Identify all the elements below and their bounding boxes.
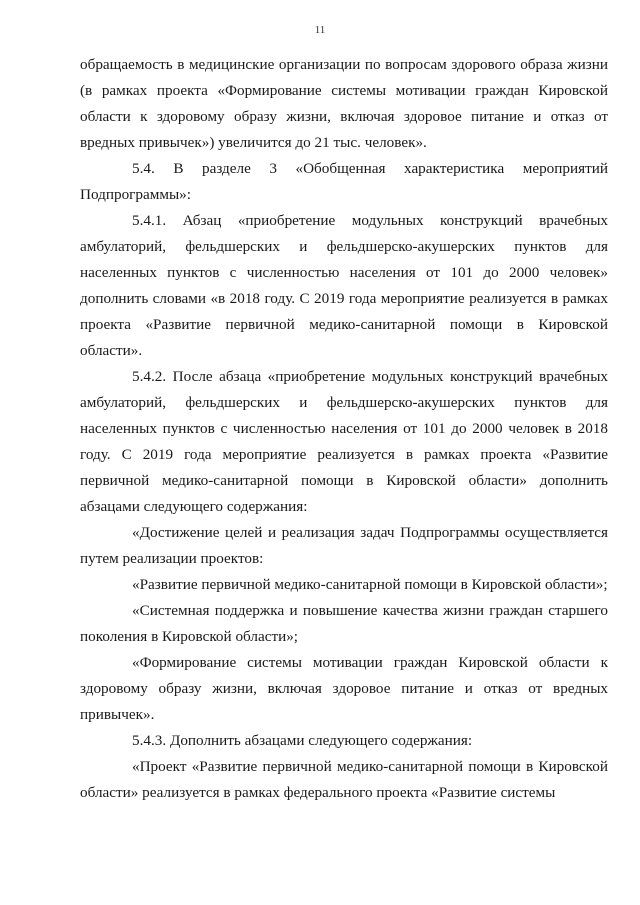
paragraph-project-description: «Проект «Развитие первичной медико-санитарной помощи в Кировской области» реализуется в рамках федерального проекта «Развитие системы [80,758,608,801]
paragraph-continuation: обращаемость в медицинские организации по вопросам здорового образа жизни (в рамках проекта «Формирование системы мотивации граждан Кировской области к здоровому образу жизни, включая здоровое питание и отказ от вредных привычек») увеличится до 21 тыс. человек». [80,56,608,151]
paragraph-project-2: «Системная поддержка и повышение качества жизни граждан старшего поколения в Кировской области»; [80,602,608,645]
paragraph-5-4: 5.4. В разделе 3 «Обобщенная характеристика мероприятий Подпрограммы»: [80,160,608,203]
paragraph-project-3: «Формирование системы мотивации граждан Кировской области к здоровому образу жизни, включая здоровое питание и отказ от вредных привычек». [80,654,608,723]
paragraph-5-4-3: 5.4.3. Дополнить абзацами следующего содержания: [132,732,473,749]
paragraph-5-4-2: 5.4.2. После абзаца «приобретение модульных конструкций врачебных амбулаторий, фельдшерских и фельдшерско-акушерских пунктов для населенных пунктов с численностью населения от 101 до 2000 человек в 2018 году. С 2019 года мероприятие реализуется в рамках проекта «Развитие первичной медико-санитарной помощи в Кировской области» дополнить абзацами следующего содержания: [80,368,608,515]
paragraph-project-1: «Развитие первичной медико-санитарной помощи в Кировской области»; [132,576,608,593]
paragraph-5-4-1: 5.4.1. Абзац «приобретение модульных конструкций врачебных амбулаторий, фельдшерских и фельдшерско-акушерских пунктов для населенных пунктов с численностью населения от 101 до 2000 человек» дополнить словами «в 2018 году. С 2019 года мероприятие реализуется в рамках проекта «Развитие первичной медико-санитарной помощи в Кировской области». [80,212,608,359]
page-number: 11 [314,24,326,36]
paragraph-quote-intro: «Достижение целей и реализация задач Подпрограммы осуществляется путем реализации проектов: [80,524,608,567]
document-body [80,52,608,806]
